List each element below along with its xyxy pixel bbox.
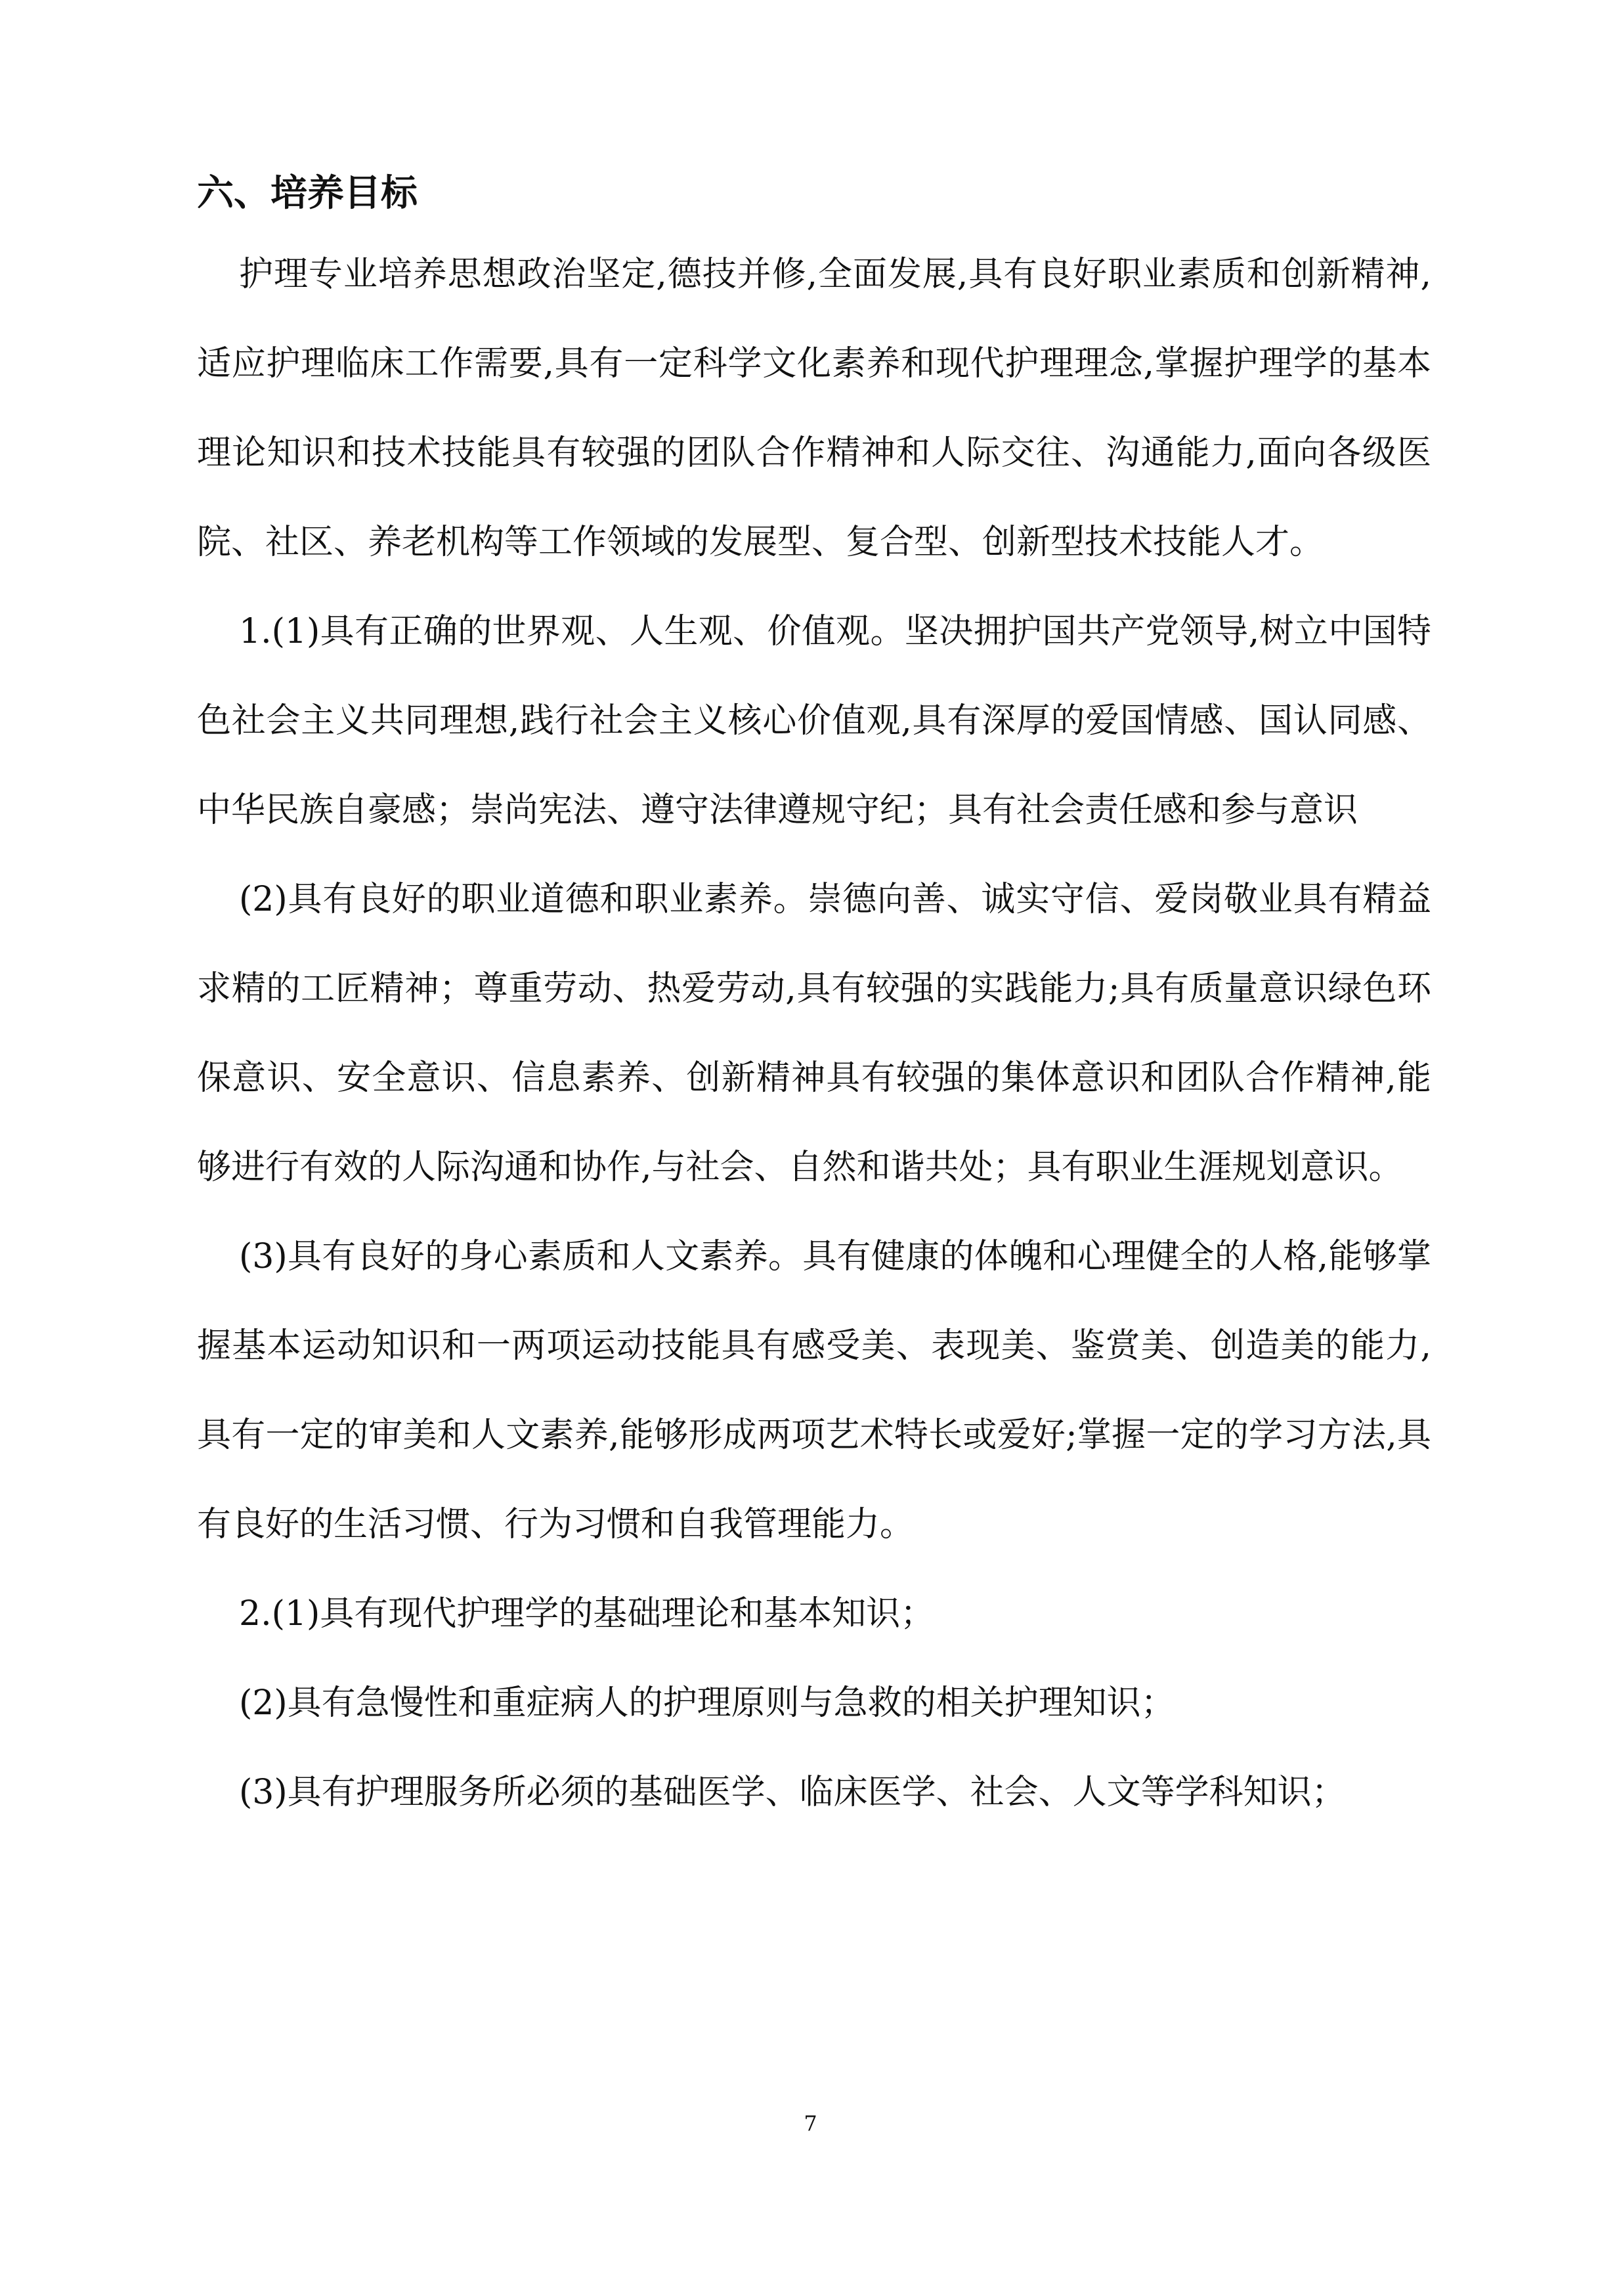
paragraph-item-1-3: (3)具有良好的身心素质和人文素养。具有健康的体魄和心理健全的人格,能够掌握基本运动知识和一两项运动技能具有感受美、表现美、鉴赏美、创造美的能力,具有一定的审美和人文素养,能够形成两项艺术特长或爱好;掌握一定的学习方法,具有良好的生活习惯、行为习惯和自我管理能力。 <box>197 1237 1431 1544</box>
page-number: 7 <box>804 2111 817 2136</box>
paragraph-training-goal: 护理专业培养思想政治坚定,德技并修,全面发展,具有良好职业素质和创新精神,适应护理临床工作需要,具有一定科学文化素养和现代护理理念,掌握护理学的基本理论知识和技术技能具有较强的团队合作精神和人际交往、沟通能力,面向各级医院、社区、养老机构等工作领域的发展型、复合型、创新型技术技能人才。 <box>197 255 1431 562</box>
document-body <box>197 158 1431 1837</box>
paragraph-item-1-2: (2)具有良好的职业道德和职业素养。崇德向善、诚实守信、爱岗敬业具有精益求精的工匠精神；尊重劳动、热爱劳动,具有较强的实践能力;具有质量意识绿色环保意识、安全意识、信息素养、创新精神具有较强的集体意识和团队合作精神,能够进行有效的人际沟通和协作,与社会、自然和谐共处；具有职业生涯规划意识。 <box>197 880 1431 1187</box>
section-heading: 六、培养目标 <box>197 172 418 215</box>
paragraph-item-2-1: 2.(1)具有现代护理学的基础理论和基本知识； <box>239 1594 935 1634</box>
paragraph-item-1-1: 1.(1)具有正确的世界观、人生观、价值观。坚决拥护国共产党领导,树立中国特色社会主义共同理想,践行社会主义核心价值观,具有深厚的爱国情感、国认同感、中华民族自豪感；崇尚宪法、遵守法律遵规守纪；具有社会责任感和参与意识 <box>197 612 1431 830</box>
paragraph-item-2-2: (2)具有急慢性和重症病人的护理原则与急救的相关护理知识； <box>239 1683 1175 1723</box>
paragraph-item-2-3: (3)具有护理服务所必须的基础医学、临床医学、社会、人文等学科知识； <box>239 1773 1346 1812</box>
